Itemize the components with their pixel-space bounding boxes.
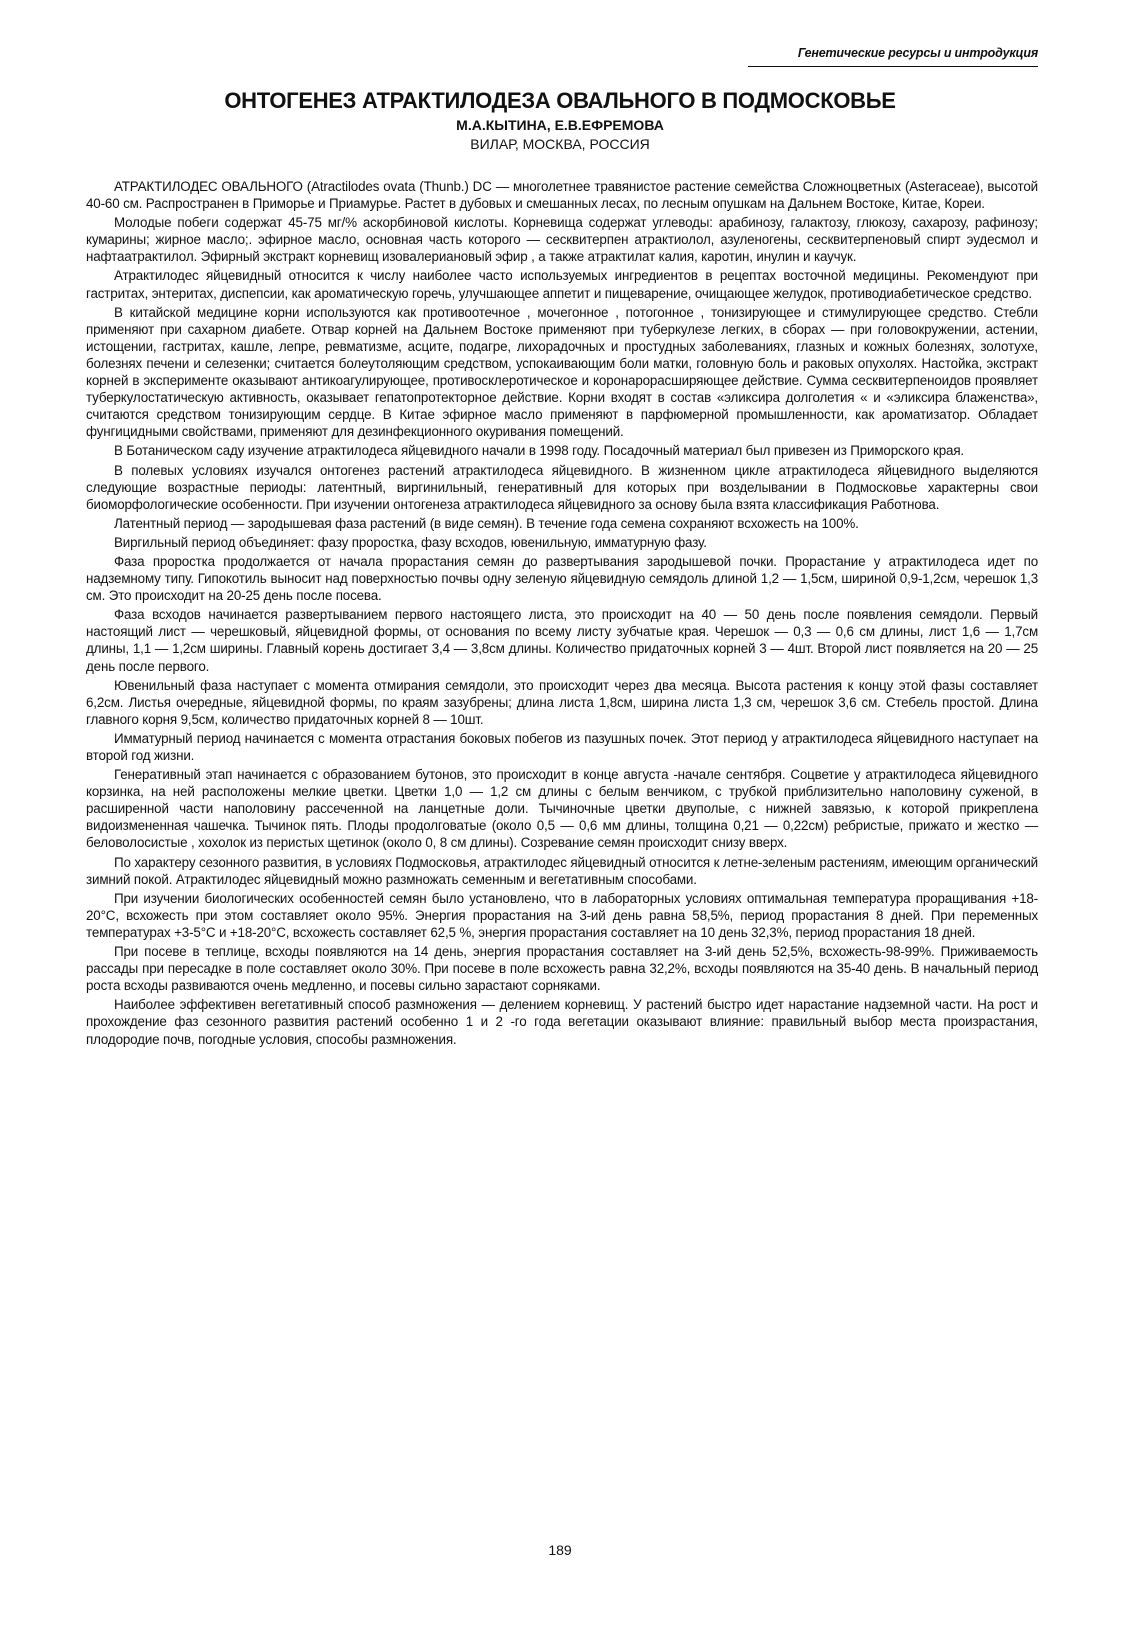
paragraph: Фаза проростка продолжается от начала прорастания семян до развертывания зародышевой почки. Прорастание у атрактилодеса идет по надземному типу. Гипокотиль выносит над поверхностью почвы одну зеленую яйцевидную семядоль длиной 1,2 — 1,5см, шириной 0,9-1,2см, черешок 1,3 см. Это происходит на 20-25 день после посева. xyxy=(86,553,1038,604)
authors: М.А.КЫТИНА, Е.В.ЕФРЕМОВА xyxy=(456,117,664,133)
paragraph: Ювенильный фаза наступает с момента отмирания семядоли, это происходит через два месяца. Высота растения к концу этой фазы составляет 6,2см. Листья очередные, яйцевидной формы, по краям зазубрены; длина листа 1,8см, ширина листа 1,3 см, черешок 3,6 см. Стебель простой. Длина главного корня 9,5см, количество придаточных корней 8 — 10шт. xyxy=(86,677,1038,727)
page-number: 189 xyxy=(548,1542,572,1558)
affiliation: ВИЛАР, МОСКВА, РОССИЯ xyxy=(470,136,650,152)
header-rule xyxy=(748,66,1038,67)
paragraph: Молодые побеги содержат 45-75 мг/% аскорбиновой кислоты. Корневища содержат углеводы: арабинозу, галактозу, глюкозу, сахарозу, рафинозу; кумарины; жирное масло;. эфирное масло, основная часть которого — сесквитерпен атрактиолол, азуленогены, сесквитерпеновый спирт эудесмол и нафтаатрактилол. Эфирный экстракт корневищ изовалериановый эфир , а также атрактилат калия, каротин, инулин и каучук. xyxy=(86,215,1038,265)
paragraph: Имматурный период начинается с момента отрастания боковых побегов из пазушных почек. Этот период у атрактилодеса яйцевидного наступает на второй год жизни. xyxy=(86,730,1038,763)
paragraph: При посеве в теплице, всходы появляются на 14 день, энергия прорастания составляет на 3-ий день 52,5%, всхожесть-98-99%. Приживаемость рассады при пересадке в поле составляет около 30%. При посеве в поле всхожесть равна 32,2%, всходы появляются на 35-40 день. В начальный период роста всходы развиваются очень медленно, и посевы сильно зарастают сорняками. xyxy=(86,944,1038,994)
running-head: Генетические ресурсы и интродукция xyxy=(797,46,1038,60)
article-body xyxy=(86,178,1038,1050)
paragraph: АТРАКТИЛОДЕС ОВАЛЬНОГО (Atractilodes ovata (Thunb.) DC — многолетнее травянистое растение семейства Сложноцветных (Asteraceae), высотой 40-60 см. Распространен в Приморье и Приамурье. Растет в дубовых и смешанных лесах, по лесным опушкам на Дальнем Востоке, Китае, Кореи. xyxy=(86,179,1038,212)
paragraph: Наиболее эффективен вегетативный способ размножения — делением корневищ. У растений быстро идет нарастание надземной части. На рост и прохождение фаз сезонного развития растений особенно 1 и 2 -го года вегетации оказывают влияние: правильный выбор места произрастания, плодородие почв, погодные условия, способы размножения. xyxy=(86,997,1038,1047)
paragraph: Латентный период — зародышевая фаза растений (в виде семян). В течение года семена сохраняют всхожесть на 100%. xyxy=(114,515,859,531)
paragraph: Виргильный период объединяет: фазу проростка, фазу всходов, ювенильную, имматурную фазу. xyxy=(114,534,707,550)
article-title: ОНТОГЕНЕЗ АТРАКТИЛОДЕЗА ОВАЛЬНОГО В ПОДМОСКОВЬЕ xyxy=(224,88,896,113)
paragraph: Фаза всходов начинается развертыванием первого настоящего листа, это происходит на 40 — 50 день после появления семядоли. Первый настоящий лист — черешковый, яйцевидной формы, от основания по всему листу зубчатые края. Черешок — 0,3 — 0,6 см длины, лист 1,6 — 1,7см длины, 1,1 — 1,2см ширины. Главный корень достигает 3,4 — 3,8см длины. Количество придаточных корней 3 — 4шт. Второй лист появляется на 20 — 25 день после первого. xyxy=(86,607,1038,674)
paragraph: По характеру сезонного развития, в условиях Подмосковья, атрактилодес яйцевидный относится к летне-зеленым растениям, имеющим органический зимний покой. Атрактилодес яйцевидный можно размножать семенным и вегетативным способами. xyxy=(86,854,1038,887)
paragraph: Генеративный этап начинается с образованием бутонов, это происходит в конце августа -начале сентября. Соцветие у атрактилодеса яйцевидного корзинка, на ней расположены мелкие цветки. Цветки 1,0 — 1,2 см длины с белым венчиком, с трубкой приблизительно наполовину суженой, в расширенной части наполовину рассеченной на ланцетные доли. Тычиночные цветки двуполые, с нижней завязью, к которой прикреплена видоизмененная чашечка. Тычинок пять. Плоды продолговатые (около 0,5 — 0,6 мм длины, толщина 0,21 — 0,22см) ребристые, прижато и жестко — беловолосистые , хохолок из перистых щетинок (около 0, 8 см длины). Созревание семян происходит снизу вверх. xyxy=(86,767,1038,851)
paragraph: В полевых условиях изучался онтогенез растений атрактилодеса яйцевидного. В жизненном цикле атрактилодеса яйцевидного выделяются следующие возрастные периоды: латентный, виргинильный, генеративный для которых при возделывании в Подмосковье характерны свои биоморфологические особенности. При изучении онтогенеза атрактилодеса яйцевидного за основу была взята классификация Работнова. xyxy=(86,462,1038,512)
paragraph: В китайской медицине корни используются как противоотечное , мочегонное , потогонное , тонизирующее и стимулирующее средство. Стебли применяют при сахарном диабете. Отвар корней на Дальнем Востоке применяют при туберкулезе легких, в сборах — при головокружении, астении, истощении, гастритах, кашле, лепре, ревматизме, асците, подагре, лихорадочных и простудных заболеваниях, глазных и кожных болезнях, золотухе, болезнях печени и селезенки; считается болеутоляющим средством, успокаивающим боли матки, головную боль и раковых опухолях. Настойка, экстракт корней в эксперименте оказывают антикоагулирующее, противосклеротическое и коронарорасширяющее действие. Сумма сесквитерпеноидов проявляет туберкулостатическую активность, оказывает гепатопротекторное действие. Корни входят в состав «эликсира долголетия « и «эликсира блаженства», считаются средством тонизирующим сердце. В Китае эфирное масло применяют в парфюмерной промышленности, как ароматизатор. Обладает фунгицидными свойствами, применяют для дезинфекционного окуривания помещений. xyxy=(86,304,1038,440)
paragraph: В Ботаническом саду изучение атрактилодеса яйцевидного начали в 1998 году. Посадочный материал был привезен из Приморского края. xyxy=(114,443,964,459)
paragraph: Атрактилодес яйцевидный относится к числу наиболее часто используемых ингредиентов в рецептах восточной медицины. Рекомендуют при гастритах, энтеритах, диспепсии, как ароматическую горечь, улучшающее аппетит и пищеварение, очищающее желудок, противодиабетическое средство. xyxy=(86,268,1038,301)
paragraph: При изучении биологических особенностей семян было установлено, что в лабораторных условиях оптимальная температура проращивания +18-20°С, всхожесть при этом составляет около 95%. Энергия прорастания на 3-ий день равна 58,5%, период прорастания 8 дней. При переменных температурах +3-5°С и +18-20°С, всхожесть составляет 62,5 %, энергия прорастания составляет на 10 день 32,3%, период прорастания 18 дней. xyxy=(86,890,1038,940)
